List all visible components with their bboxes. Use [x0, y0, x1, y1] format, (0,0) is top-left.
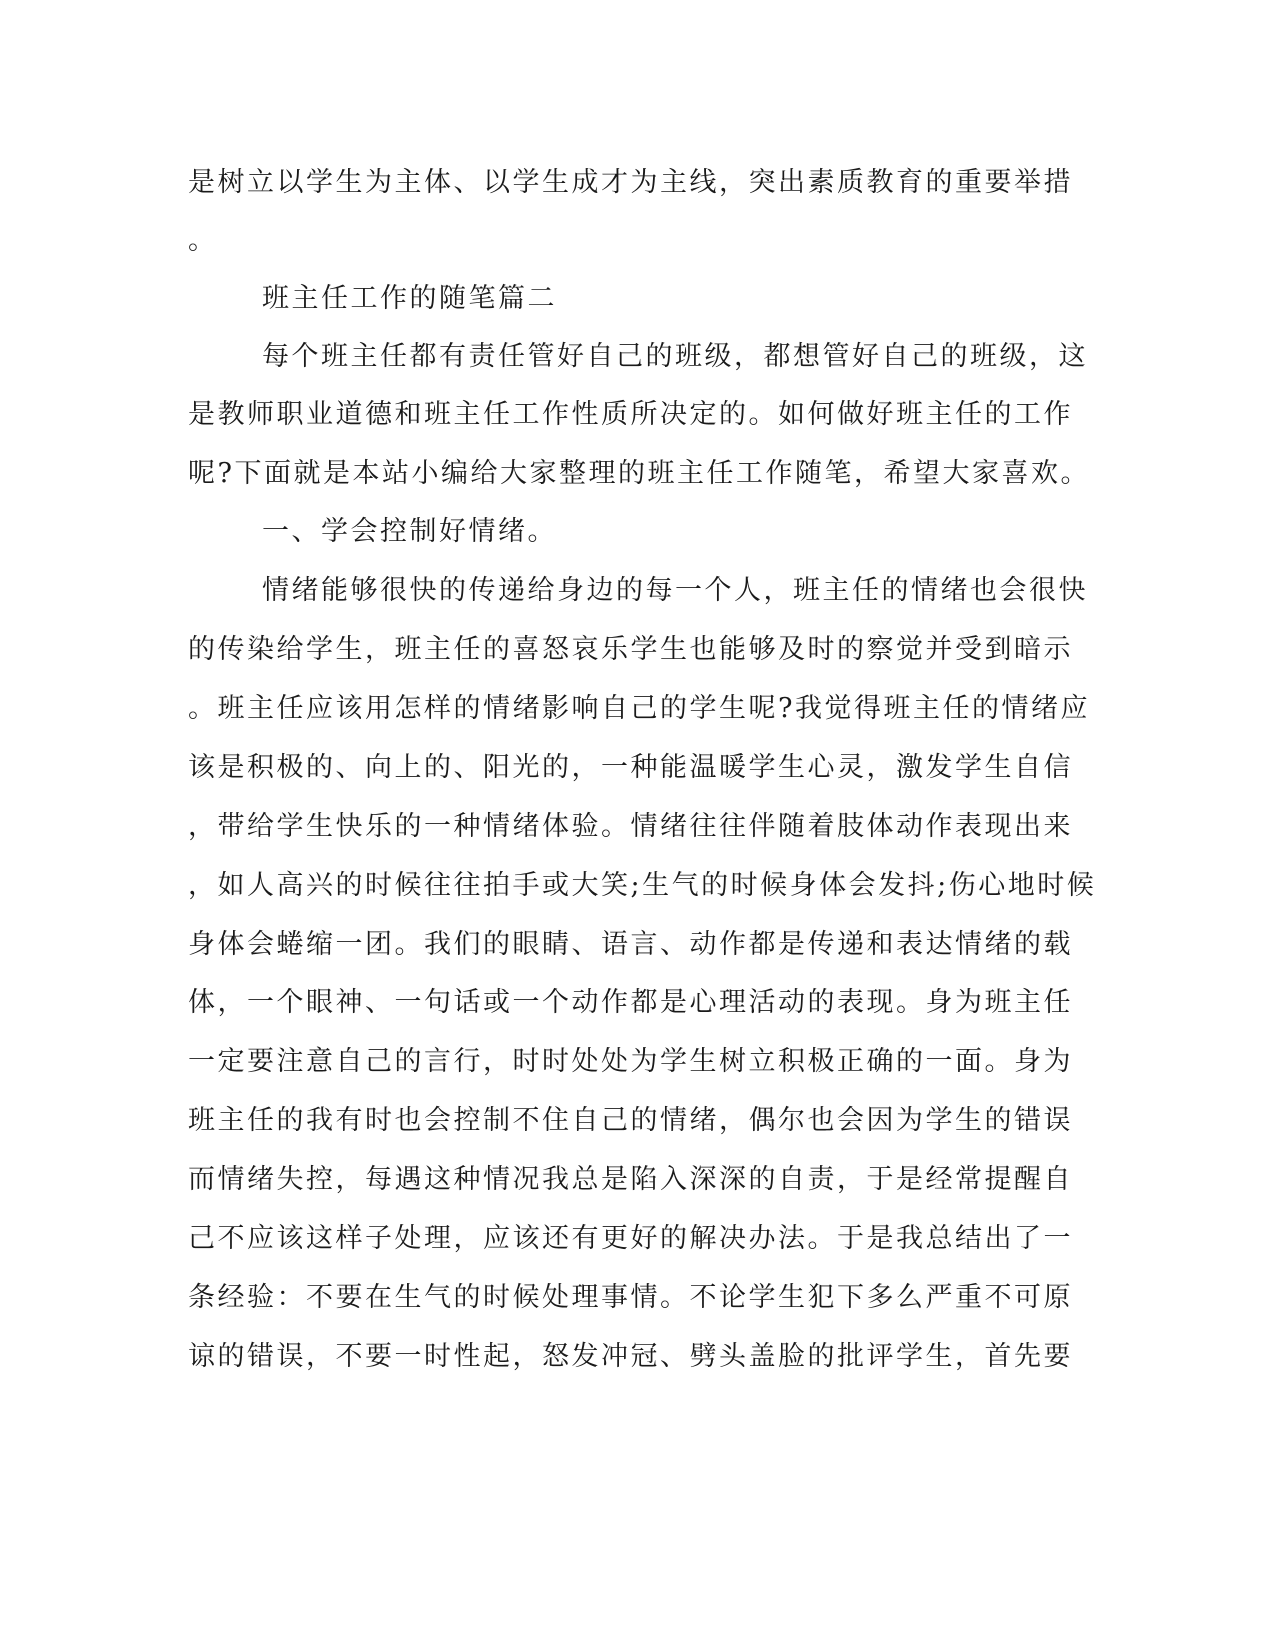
- text-line: 呢?下面就是本站小编给大家整理的班主任工作随笔，希望大家喜欢。: [188, 458, 1090, 489]
- text-line: 。班主任应该用怎样的情绪影响自己的学生呢?我觉得班主任的情绪应: [188, 693, 1090, 724]
- text-line: 己不应该这样子处理，应该还有更好的解决办法。于是我总结出了一: [188, 1223, 1073, 1254]
- text-line: 体，一个眼神、一句话或一个动作都是心理活动的表现。身为班主任: [188, 987, 1073, 1018]
- text-line: 该是积极的、向上的、阳光的，一种能温暖学生心灵，激发学生自信: [188, 752, 1073, 783]
- text-line: 一定要注意自己的言行，时时处处为学生树立积极正确的一面。身为: [188, 1046, 1073, 1077]
- text-line: 每个班主任都有责任管好自己的班级，都想管好自己的班级，这: [262, 341, 1088, 372]
- text-line: 是教师职业道德和班主任工作性质所决定的。如何做好班主任的工作: [188, 399, 1073, 430]
- subheading: 一、学会控制好情绪。: [262, 516, 557, 547]
- text-line: 班主任的我有时也会控制不住自己的情绪，偶尔也会因为学生的错误: [188, 1105, 1073, 1136]
- text-line: ，如人高兴的时候往往拍手或大笑;生气的时候身体会发抖;伤心地时候: [188, 870, 1097, 901]
- section-heading: 班主任工作的随笔篇二: [262, 283, 557, 314]
- text-line: 谅的错误，不要一时性起，怒发冲冠、劈头盖脸的批评学生，首先要: [188, 1341, 1073, 1372]
- text-line: 的传染给学生，班主任的喜怒哀乐学生也能够及时的察觉并受到暗示: [188, 634, 1073, 665]
- text-line: 。: [188, 225, 218, 256]
- text-line: 身体会蜷缩一团。我们的眼睛、语言、动作都是传递和表达情绪的载: [188, 929, 1073, 960]
- text-line: 是树立以学生为主体、以学生成才为主线，突出素质教育的重要举措: [188, 167, 1073, 198]
- text-line: 情绪能够很快的传递给身边的每一个人，班主任的情绪也会很快: [262, 575, 1088, 606]
- text-line: ，带给学生快乐的一种情绪体验。情绪往往伴随着肢体动作表现出来: [188, 811, 1073, 842]
- text-line: 而情绪失控，每遇这种情况我总是陷入深深的自责，于是经常提醒自: [188, 1164, 1073, 1195]
- text-line: 条经验：不要在生气的时候处理事情。不论学生犯下多么严重不可原: [188, 1282, 1073, 1313]
